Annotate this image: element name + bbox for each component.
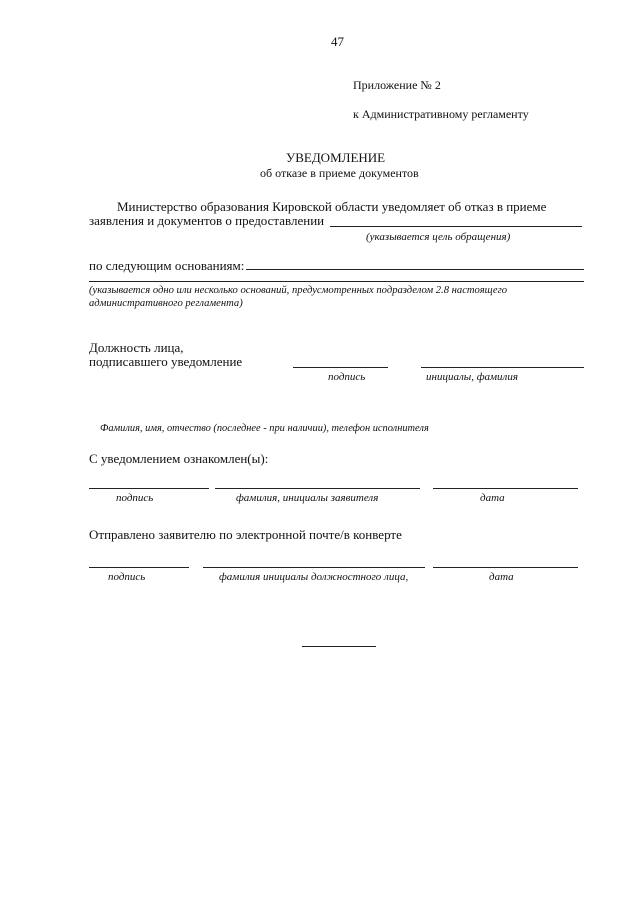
sent-date-line [433,567,578,568]
acquainted-name-hint: фамилия, инициалы заявителя [236,492,379,504]
signatory-label-line-2: подписавшего уведомление [89,354,243,369]
acquainted-date-line [433,488,578,489]
notice-heading: УВЕДОМЛЕНИЕ [286,150,386,165]
sent-label: Отправлено заявителю по электронной почте/в конверте [89,527,402,542]
sent-sign-line [89,567,189,568]
grounds-hint-line-1: (указывается одно или несколько оснований, предусмотренных подразделом 2.8 настоящего [89,285,508,296]
grounds-line-2 [89,281,584,282]
purpose-line [330,226,582,227]
sent-sign-hint: подпись [108,571,146,583]
signatory-label-line-1: Должность лица, [89,340,184,355]
grounds-label: по следующим основаниям: [89,258,245,273]
notice-subheading: об отказе в приеме документов [260,166,419,180]
appendix-subtitle: к Административному регламенту [353,107,529,121]
acquainted-sign-line [89,488,209,489]
sent-date-hint: дата [489,571,514,583]
appendix-title: Приложение № 2 [353,78,441,92]
acquainted-date-hint: дата [480,492,505,504]
signatory-sign-hint: подпись [328,371,366,383]
page-number: 47 [331,34,344,49]
intro-line-1: Министерство образования Кировской области уведомляет об отказ в приеме [117,199,547,214]
executor-hint: Фамилия, имя, отчество (последнее - при наличии), телефон исполнителя [100,423,429,434]
grounds-hint-line-2: административного регламента) [89,298,243,309]
signatory-name-line [421,367,584,368]
sent-name-hint: фамилия инициалы должностного лица, [219,571,409,583]
signatory-name-hint: инициалы, фамилия [426,371,518,383]
sent-name-line [203,567,425,568]
end-divider [302,646,376,647]
signatory-sign-line [293,367,388,368]
purpose-hint: (указывается цель обращения) [366,231,511,243]
acquainted-label: С уведомлением ознакомлен(ы): [89,451,269,466]
grounds-line [246,269,584,270]
acquainted-sign-hint: подпись [116,492,154,504]
intro-line-2: заявления и документов о предоставлении [89,213,325,228]
acquainted-name-line [215,488,420,489]
